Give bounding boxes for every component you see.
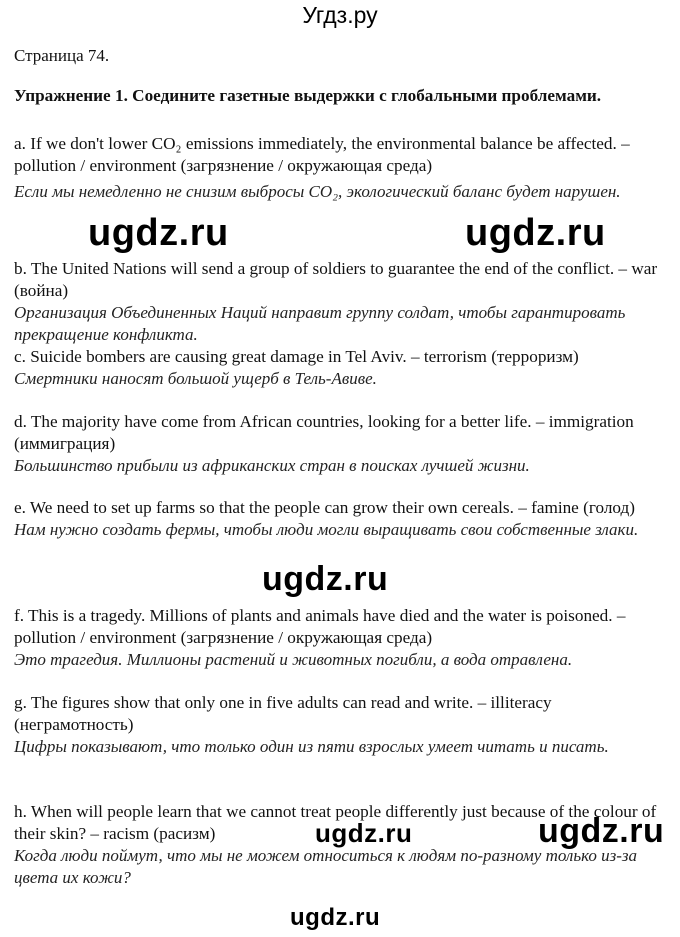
entry-e-english: e. We need to set up farms so that the people can grow their own cereals. – famine (голод) [14, 498, 635, 517]
exercise-title: Упражнение 1. Соедините газетные выдержки с глобальными проблемами. [14, 86, 602, 105]
entry-c-russian: Смертники наносят большой ущерб в Тель-Авиве. [14, 369, 377, 388]
entry-f-english: f. This is a tragedy. Millions of plants and animals have died and the water is poisoned. – pollution / environment (загрязнение / окружающая среда) [14, 606, 626, 647]
entry-e [14, 497, 674, 541]
entry-h-english: h. When will people learn that we cannot treat people differently just because of the colour of their skin? – racism (расизм) [14, 802, 657, 843]
entry-g [14, 692, 674, 758]
watermark: ugdz.ru [88, 212, 229, 254]
entry-d [14, 411, 674, 477]
entry-e-russian: Нам нужно создать фермы, чтобы люди могли выращивать свои собственные злаки. [14, 520, 639, 539]
entry-c-english: c. Suicide bombers are causing great damage in Tel Aviv. – terrorism (терроризм) [14, 347, 579, 366]
entry-d-russian: Большинство прибыли из африканских стран в поисках лучшей жизни. [14, 456, 530, 475]
entry-g-russian: Цифры показывают, что только один из пяти взрослых умеет читать и писать. [14, 737, 609, 756]
entry-f-russian: Это трагедия. Миллионы растений и животных погибли, а вода отравлена. [14, 650, 573, 669]
entry-b-russian: Организация Объединенных Наций направит группу солдат, чтобы гарантировать прекращение конфликта. [14, 303, 626, 344]
footer-watermark: ugdz.ru [290, 904, 381, 931]
entry-b [14, 258, 674, 346]
entry-g-english: g. The figures show that only one in five adults can read and write. – illiteracy (неграмотность) [14, 693, 552, 734]
entry-b-english: b. The United Nations will send a group of soldiers to guarantee the end of the conflict. – war (война) [14, 259, 658, 300]
site-header: Угдз.ру [302, 2, 378, 28]
watermark: ugdz.ru [538, 812, 665, 850]
entry-h-russian: Когда люди поймут, что мы не можем относиться к людям по-разному только из-за цвета их кожи? [14, 846, 638, 887]
watermark: ugdz.ru [465, 212, 606, 254]
entry-d-english: d. The majority have come from African countries, looking for a better life. – immigration (иммиграция) [14, 412, 634, 453]
entry-a-russian: Если мы немедленно не снизим выбросы CO₂, экологический баланс будет нарушен. [14, 182, 621, 201]
watermark: ugdz.ru [262, 560, 389, 598]
watermark: ugdz.ru [315, 818, 413, 848]
entry-a-english: a. If we don't lower CO₂ emissions immediately, the environmental balance be affected. – pollution / environment (загрязнение / окружающая среда) [14, 134, 630, 175]
page-number-label: Страница 74. [14, 46, 110, 65]
entry-c [14, 346, 674, 390]
entry-a [14, 133, 674, 203]
entry-f [14, 605, 674, 671]
